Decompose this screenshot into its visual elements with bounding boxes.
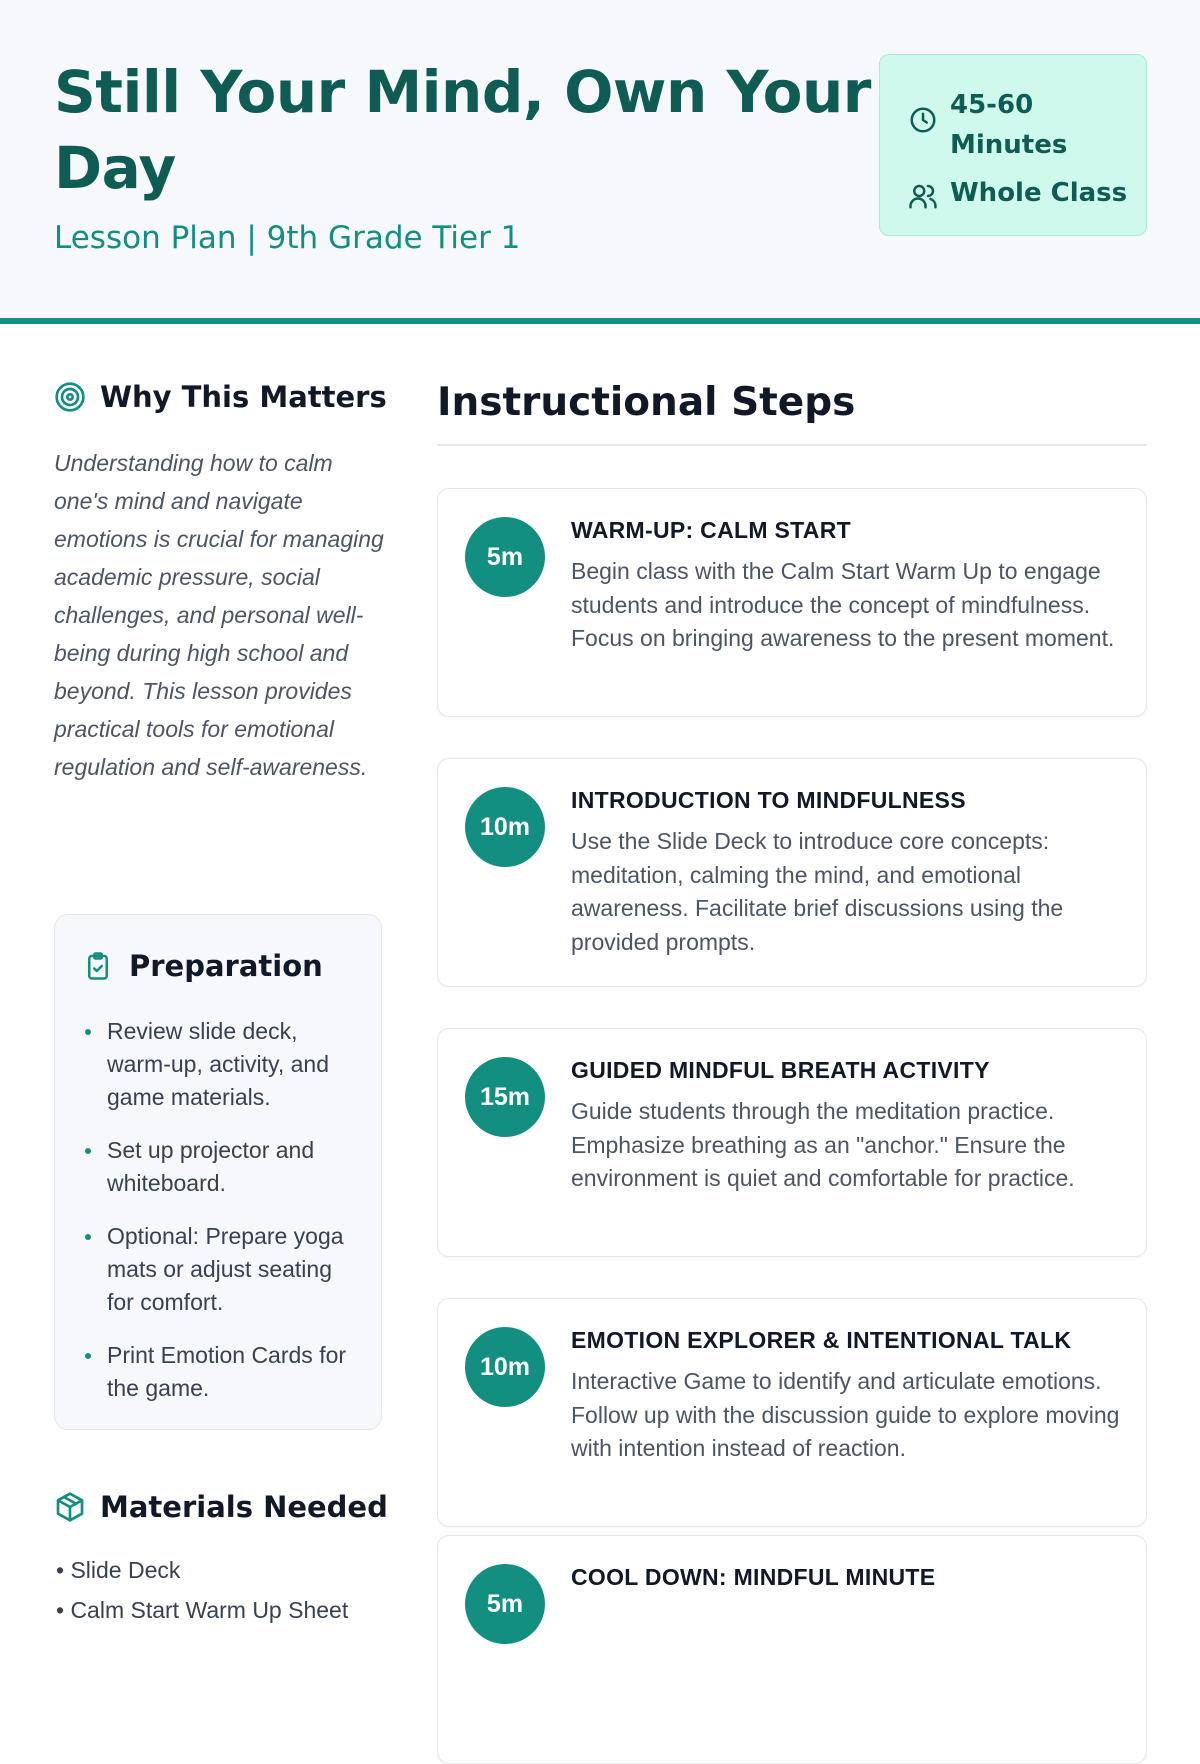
list-item: • Slide Deck	[56, 1557, 181, 1583]
step-time-badge: 10m	[465, 1327, 545, 1407]
duration-row	[908, 85, 1120, 165]
bullet-dot	[85, 1148, 91, 1154]
bullet-dot	[85, 1234, 91, 1240]
step-description: Guide students through the meditation practice. Emphasize breathing as an "anchor." Ensure the environment is quiet and comfortable for practice.	[571, 1098, 1075, 1191]
grouping-row	[908, 173, 1127, 213]
step-time-badge: 5m	[465, 517, 545, 597]
list-item-text: Set up projector and whiteboard.	[107, 1137, 315, 1196]
why-heading	[54, 380, 387, 414]
step-card	[437, 1535, 1147, 1764]
grouping-text: Whole Class	[950, 178, 1128, 208]
list-item	[83, 1220, 363, 1319]
page-title: Still Your Mind, Own Your Day	[54, 58, 871, 202]
header	[0, 0, 1200, 324]
step-description: Interactive Game to identify and articulate emotions. Follow up with the discussion guide to explore moving with intention instead of reaction.	[571, 1368, 1120, 1461]
step-time-badge: 15m	[465, 1057, 545, 1137]
step-card	[437, 758, 1147, 987]
list-item	[83, 1015, 363, 1114]
divider	[437, 444, 1147, 446]
step-card	[437, 1298, 1147, 1527]
step-time-badge: 10m	[465, 787, 545, 867]
clock-icon	[908, 105, 938, 135]
list-item-text: Print Emotion Cards for the game.	[107, 1342, 347, 1401]
step-description: Begin class with the Calm Start Warm Up to engage students and introduce the concept of mindfulness. Focus on bringing awareness to the present moment.	[571, 558, 1115, 651]
steps-heading: Instructional Steps	[437, 380, 856, 425]
preparation-heading	[83, 949, 323, 983]
list-item-text: Optional: Prepare yoga mats or adjust seating for comfort.	[107, 1223, 344, 1315]
bullet-dot	[85, 1029, 91, 1035]
bullet-dot	[85, 1353, 91, 1359]
materials-heading	[54, 1490, 388, 1524]
step-description: Use the Slide Deck to introduce core concepts: meditation, calming the mind, and emotional awareness. Facilitate brief discussions using the provided prompts.	[571, 828, 1064, 955]
step-card	[437, 488, 1147, 717]
step-card	[437, 1028, 1147, 1257]
why-heading-text: Why This Matters	[100, 380, 387, 414]
lesson-meta-card	[879, 54, 1147, 236]
materials-list	[56, 1550, 386, 1630]
list-item: • Calm Start Warm Up Sheet	[56, 1597, 349, 1623]
users-icon	[908, 181, 938, 211]
list-item	[83, 1339, 363, 1405]
list-item	[83, 1134, 363, 1200]
step-title: GUIDED MINDFUL BREATH ACTIVITY	[571, 1057, 990, 1083]
step-title: WARM-UP: CALM START	[571, 517, 851, 543]
step-time-badge: 5m	[465, 1564, 545, 1644]
step-title: INTRODUCTION TO MINDFULNESS	[571, 787, 966, 813]
step-title: EMOTION EXPLORER & INTENTIONAL TALK	[571, 1327, 1072, 1353]
page-subtitle: Lesson Plan | 9th Grade Tier 1	[54, 220, 521, 256]
step-title: COOL DOWN: MINDFUL MINUTE	[571, 1564, 936, 1590]
list-item-text: Review slide deck, warm-up, activity, and game materials.	[107, 1018, 329, 1110]
clipboard-check-icon	[83, 951, 113, 981]
preparation-heading-text: Preparation	[129, 949, 323, 983]
preparation-list	[83, 1015, 363, 1425]
materials-heading-text: Materials Needed	[100, 1490, 388, 1524]
why-text: Understanding how to calm one's mind and navigate emotions is crucial for managing academic pressure, social challenges, and personal well-being during high school and beyond. This lesson provides practical tools for emotional regulation and self-awareness.	[54, 450, 384, 780]
target-icon	[54, 381, 86, 413]
package-icon	[54, 1491, 86, 1523]
duration-text: 45-60 Minutes	[950, 90, 1068, 160]
preparation-card	[54, 914, 382, 1430]
